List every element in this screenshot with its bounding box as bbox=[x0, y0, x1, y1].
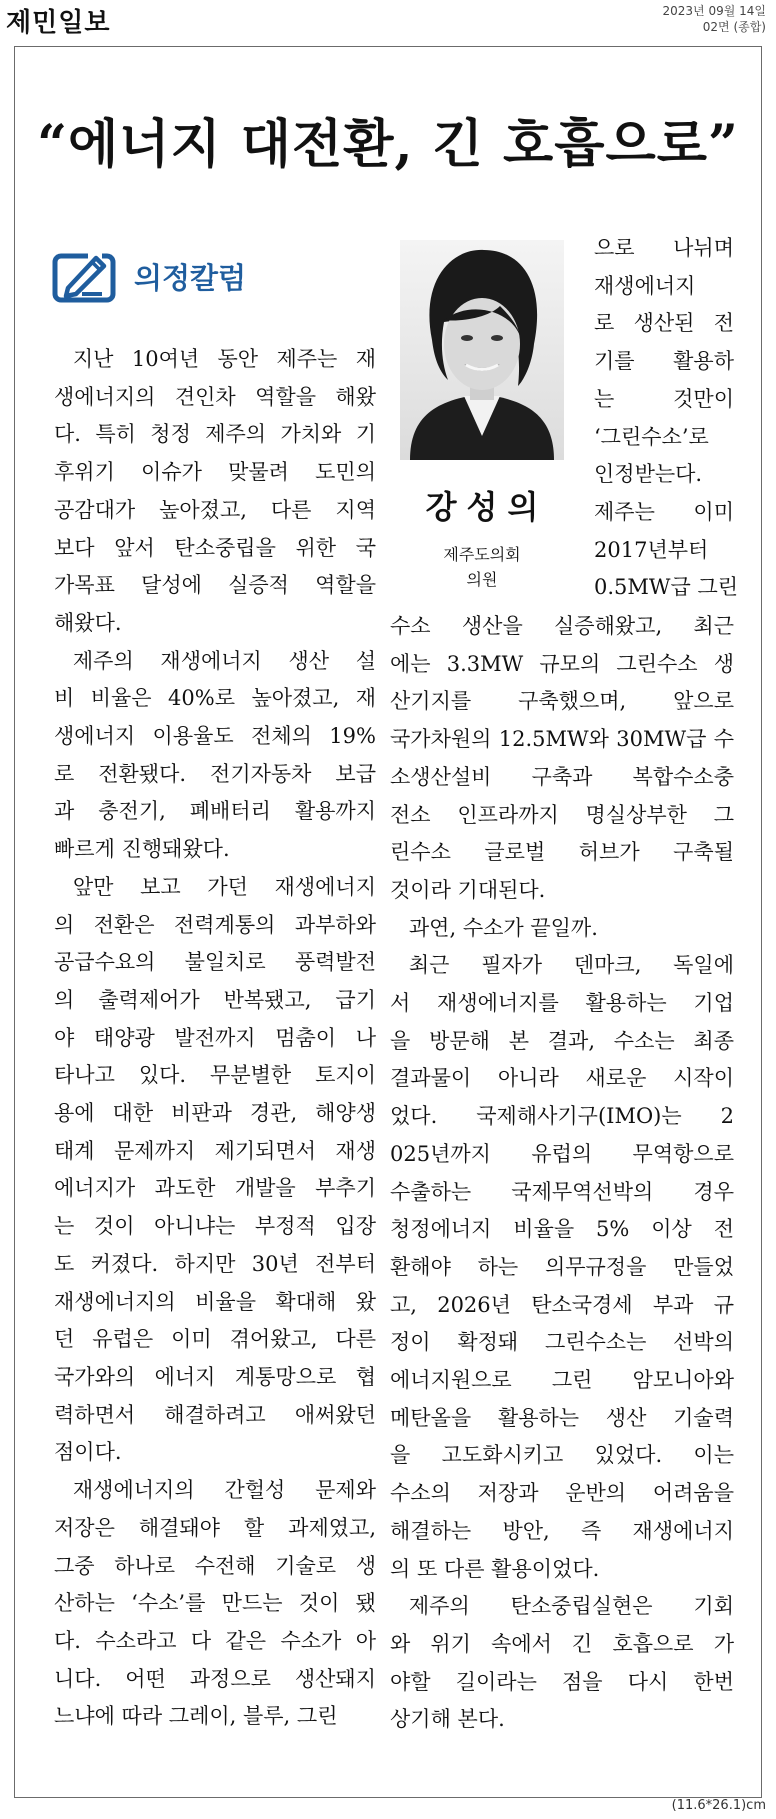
author-photo bbox=[400, 240, 564, 460]
headline: “에너지 대전환, 긴 호흡으로” bbox=[37, 114, 739, 175]
text-line: 에너지가 과도한 개발을 부추기 bbox=[54, 1176, 376, 1201]
text-line: 로 생산된 전 bbox=[594, 311, 734, 336]
text-line: 가목표 달성에 실증적 역할을 bbox=[54, 573, 376, 598]
text-line: 정이 확정돼 그린수소는 선박의 bbox=[390, 1330, 734, 1355]
text-line: 국가차원의 12.5MW와 30MW급 수 bbox=[390, 727, 734, 752]
page-info: 02면 (종합) bbox=[702, 20, 766, 34]
text-line: 앞만 보고 가던 재생에너지 bbox=[72, 874, 376, 899]
text-line: 025년까지 유럽의 무역항으로 bbox=[390, 1141, 734, 1166]
text-line: 야할 길이라는 점을 다시 한번 bbox=[390, 1669, 734, 1694]
text-line: 공감대가 높아졌고, 다른 지역 bbox=[54, 497, 376, 522]
text-line: 비 비율은 40%로 높아졌고, 재 bbox=[54, 686, 376, 711]
text-line: 제주의 재생에너지 생산 설 bbox=[72, 648, 376, 673]
text-line: 의 전환은 전력계통의 과부하와 bbox=[54, 912, 376, 937]
text-line: 는 것만이 bbox=[594, 386, 734, 411]
text-line: 재생에너지의 비율을 확대해 왔 bbox=[54, 1289, 376, 1314]
text-line: 력하면서 해결하려고 애써왔던 bbox=[54, 1402, 376, 1427]
column-right-top bbox=[594, 230, 739, 607]
text-line: 을 고도화시키고 있었다. 이는 bbox=[390, 1443, 734, 1468]
text-line: 의 출력제어가 반복됐고, 급기 bbox=[54, 987, 376, 1012]
text-line: 태계 문제까지 제기되면서 재생 bbox=[54, 1138, 376, 1163]
text-line: 산기지를 구축했으며, 앞으로 bbox=[390, 689, 734, 714]
text-line: 국가와의 에너지 계통망으로 협 bbox=[54, 1364, 376, 1389]
text-line: 수소 생산을 실증해왔고, 최근 bbox=[390, 614, 734, 638]
text-line: 메탄올을 활용하는 생산 기술력 bbox=[390, 1405, 734, 1430]
author-affiliation: 제주도의회 bbox=[443, 545, 521, 564]
text-line: 고, 2026년 탄소국경세 부과 규 bbox=[390, 1292, 734, 1317]
pen-note-icon bbox=[52, 248, 118, 304]
author-title bbox=[390, 542, 574, 592]
column-left bbox=[54, 341, 376, 1736]
text-line: 와 위기 속에서 긴 호흡으로 가 bbox=[390, 1631, 734, 1656]
publication-date: 2023년 09월 14일 bbox=[662, 4, 766, 18]
text-line: 전소 인프라까지 명실상부한 그 bbox=[390, 802, 734, 827]
text-line: 환해야 하는 의무규정을 만들었 bbox=[390, 1254, 734, 1279]
text-line: 보다 앞서 탄소중립을 위한 국 bbox=[54, 535, 376, 560]
text-line: 린수소 글로벌 허브가 구축될 bbox=[390, 840, 734, 865]
text-line: 인정받는다. bbox=[594, 462, 703, 487]
text-line: 을 방문해 본 결과, 수소는 최종 bbox=[390, 1028, 734, 1053]
text-line: 었다. 국제해사기구(IMO)는 2 bbox=[390, 1104, 734, 1129]
text-line: 과연, 수소가 끝일까. bbox=[408, 915, 598, 940]
text-line: 생에너지 이용율도 전체의 19% bbox=[54, 724, 376, 749]
text-line: 야 태양광 발전까지 멈춤이 나 bbox=[54, 1025, 376, 1050]
section-header bbox=[52, 248, 246, 304]
text-line: 로 전환됐다. 전기자동차 보급 bbox=[54, 761, 376, 786]
text-line: 소생산설비 구축과 복합수소충 bbox=[390, 764, 734, 789]
author-block bbox=[390, 482, 574, 592]
text-line: 으로 나뉘며 bbox=[594, 236, 734, 260]
author-name: 강성의 bbox=[425, 488, 549, 526]
text-line: 최근 필자가 덴마크, 독일에 bbox=[408, 953, 734, 978]
publication-meta bbox=[663, 3, 766, 35]
text-line: 상기해 본다. bbox=[390, 1707, 505, 1732]
text-line: 의 또 다른 활용이었다. bbox=[390, 1556, 600, 1581]
text-line: 저장은 해결돼야 할 과제였고, bbox=[54, 1515, 376, 1540]
text-line: 빠르게 진행돼왔다. bbox=[54, 837, 230, 862]
text-line: 니다. 어떤 과정으로 생산돼지 bbox=[54, 1666, 376, 1691]
text-line: 도 커졌다. 하지만 30년 전부터 bbox=[54, 1251, 376, 1276]
text-line: 에는 3.3MW 규모의 그린수소 생 bbox=[390, 651, 734, 676]
newspaper-name: 제민일보 bbox=[6, 8, 111, 38]
text-line: 청정에너지 비율을 5% 이상 전 bbox=[390, 1217, 734, 1242]
column-right-bottom bbox=[390, 608, 734, 1739]
text-line: 수출하는 국제무역선박의 경우 bbox=[390, 1179, 734, 1204]
text-line: 해결하는 방안, 즉 재생에너지 bbox=[390, 1518, 734, 1543]
text-line: 던 유럽은 이미 겪어왔고, 다른 bbox=[54, 1327, 376, 1352]
text-line: 재생에너지 bbox=[594, 273, 696, 298]
text-line: 제주의 탄소중립실현은 기회 bbox=[408, 1594, 734, 1619]
text-line: 재생에너지의 간헐성 문제와 bbox=[72, 1478, 376, 1503]
author-role: 의원 bbox=[466, 570, 498, 589]
text-line: 것이라 기대된다. bbox=[390, 877, 546, 902]
text-line: 0.5MW급 그린 bbox=[594, 575, 739, 600]
text-line: 느냐에 따라 그레이, 블루, 그린 bbox=[54, 1704, 338, 1729]
section-label: 의정칼럼 bbox=[134, 260, 247, 295]
text-line: 공급수요의 불일치로 풍력발전 bbox=[54, 950, 376, 975]
text-line: 점이다. bbox=[54, 1440, 122, 1465]
text-line: 그중 하나로 수전해 기술로 생 bbox=[54, 1553, 376, 1578]
text-line: 수소의 저장과 운반의 어려움을 bbox=[390, 1481, 734, 1506]
text-line: 에너지원으로 그린 암모니아와 bbox=[390, 1368, 734, 1393]
text-line: 결과물이 아니라 새로운 시작이 bbox=[390, 1066, 734, 1091]
text-line: 생에너지의 견인차 역할을 해왔 bbox=[54, 384, 376, 409]
text-line: 후위기 이슈가 맞물려 도민의 bbox=[54, 460, 376, 485]
text-line: 용에 대한 비판과 경관, 해양생 bbox=[54, 1101, 376, 1126]
text-line: 타나고 있다. 무분별한 토지이 bbox=[54, 1063, 376, 1088]
text-line: 는 것이 아니냐는 부정적 입장 bbox=[54, 1214, 376, 1239]
text-line: 서 재생에너지를 활용하는 기업 bbox=[390, 991, 734, 1016]
text-line: 지난 10여년 동안 제주는 재 bbox=[72, 347, 376, 371]
text-line: 기를 활용하 bbox=[594, 349, 734, 374]
text-line: ‘그린수소’로 bbox=[594, 424, 709, 449]
text-line: 과 충전기, 폐배터리 활용까지 bbox=[54, 799, 376, 824]
text-line: 해왔다. bbox=[54, 610, 122, 635]
text-line: 제주는 이미 bbox=[594, 499, 734, 524]
size-note: (11.6*26.1)cm bbox=[671, 1798, 766, 1813]
text-line: 2017년부터 bbox=[594, 537, 709, 562]
text-line: 다. 특히 청정 제주의 가치와 기 bbox=[54, 422, 376, 447]
text-line: 산하는 ‘수소’를 만드는 것이 됐 bbox=[54, 1591, 376, 1616]
text-line: 다. 수소라고 다 같은 수소가 아 bbox=[54, 1628, 376, 1653]
